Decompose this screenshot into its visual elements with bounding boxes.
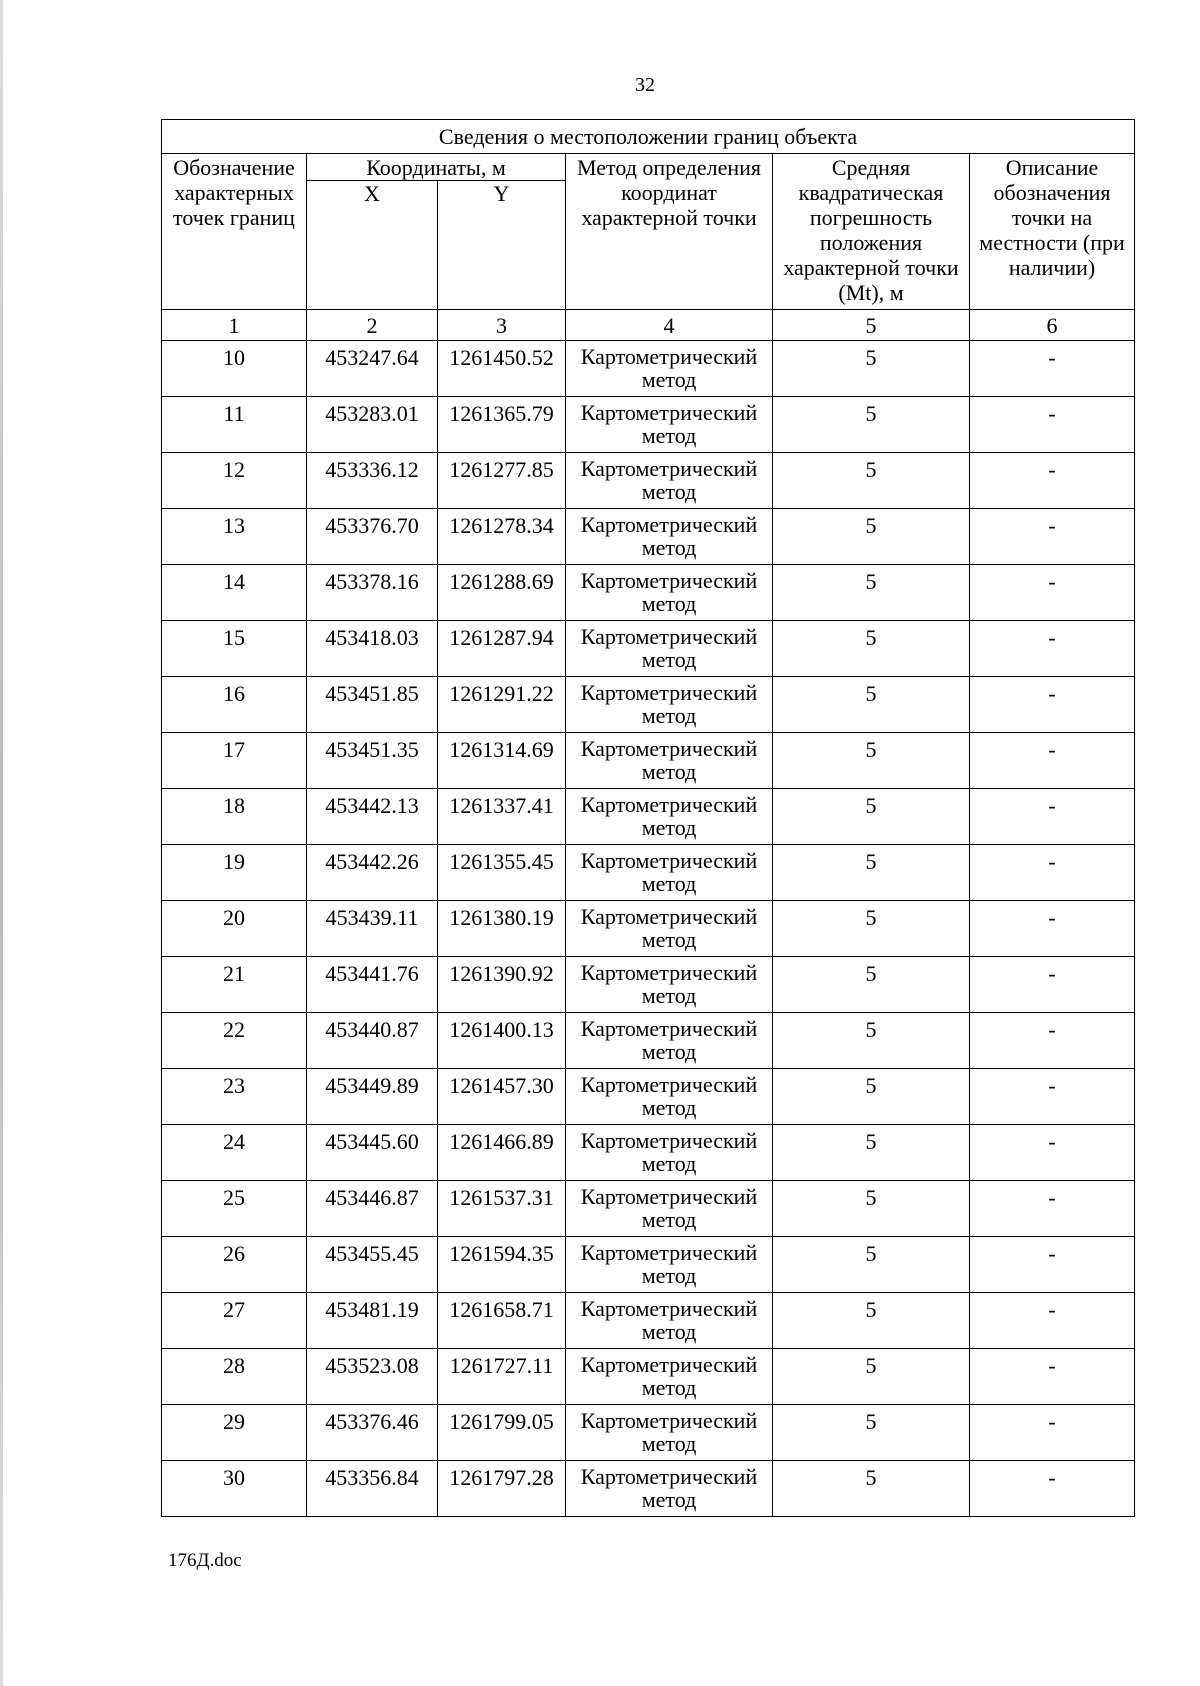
description-cell: - [970, 397, 1135, 453]
x-coordinate-cell: 453440.87 [307, 1013, 438, 1069]
y-coordinate-cell: 1261450.52 [438, 341, 566, 397]
x-coordinate-cell: 453481.19 [307, 1293, 438, 1349]
error-cell: 5 [773, 453, 970, 509]
table-row [162, 1181, 1135, 1237]
method-cell: Картометрический метод [566, 397, 773, 453]
table-row [162, 453, 1135, 509]
header-description: Описание обозначения точки на местности (при наличии) [970, 154, 1135, 310]
point-number-cell: 15 [162, 621, 307, 677]
method-cell: Картометрический метод [566, 453, 773, 509]
method-cell: Картометрический метод [566, 789, 773, 845]
y-coordinate-cell: 1261390.92 [438, 957, 566, 1013]
error-cell: 5 [773, 789, 970, 845]
x-coordinate-cell: 453247.64 [307, 341, 438, 397]
error-cell: 5 [773, 1125, 970, 1181]
table-body [162, 341, 1135, 1517]
column-number-row [162, 310, 1135, 341]
description-cell: - [970, 957, 1135, 1013]
point-number-cell: 19 [162, 845, 307, 901]
table-row [162, 1069, 1135, 1125]
boundary-table-container [161, 119, 1134, 1517]
y-coordinate-cell: 1261727.11 [438, 1349, 566, 1405]
error-cell: 5 [773, 1237, 970, 1293]
method-cell: Картометрический метод [566, 1069, 773, 1125]
x-coordinate-cell: 453336.12 [307, 453, 438, 509]
x-coordinate-cell: 453439.11 [307, 901, 438, 957]
error-cell: 5 [773, 733, 970, 789]
point-number-cell: 23 [162, 1069, 307, 1125]
description-cell: - [970, 565, 1135, 621]
scan-edge [0, 0, 3, 1686]
table-row [162, 957, 1135, 1013]
error-cell: 5 [773, 957, 970, 1013]
table-row [162, 677, 1135, 733]
y-coordinate-cell: 1261278.34 [438, 509, 566, 565]
x-coordinate-cell: 453418.03 [307, 621, 438, 677]
method-cell: Картометрический метод [566, 1181, 773, 1237]
point-number-cell: 20 [162, 901, 307, 957]
table-row [162, 1125, 1135, 1181]
point-number-cell: 29 [162, 1405, 307, 1461]
error-cell: 5 [773, 565, 970, 621]
description-cell: - [970, 845, 1135, 901]
y-coordinate-cell: 1261797.28 [438, 1461, 566, 1517]
x-coordinate-cell: 453451.85 [307, 677, 438, 733]
method-cell: Картометрический метод [566, 1349, 773, 1405]
y-coordinate-cell: 1261291.22 [438, 677, 566, 733]
error-cell: 5 [773, 1069, 970, 1125]
method-cell: Картометрический метод [566, 1461, 773, 1517]
method-cell: Картометрический метод [566, 341, 773, 397]
description-cell: - [970, 901, 1135, 957]
column-number: 2 [307, 310, 438, 341]
column-number: 4 [566, 310, 773, 341]
x-coordinate-cell: 453378.16 [307, 565, 438, 621]
header-coordinates: Координаты, м [307, 154, 566, 181]
y-coordinate-cell: 1261466.89 [438, 1125, 566, 1181]
y-coordinate-cell: 1261799.05 [438, 1405, 566, 1461]
table-row [162, 901, 1135, 957]
description-cell: - [970, 677, 1135, 733]
error-cell: 5 [773, 845, 970, 901]
error-cell: 5 [773, 901, 970, 957]
x-coordinate-cell: 453442.26 [307, 845, 438, 901]
point-number-cell: 10 [162, 341, 307, 397]
x-coordinate-cell: 453446.87 [307, 1181, 438, 1237]
point-number-cell: 21 [162, 957, 307, 1013]
table-row [162, 397, 1135, 453]
boundary-coordinates-table [161, 119, 1135, 1517]
y-coordinate-cell: 1261537.31 [438, 1181, 566, 1237]
x-coordinate-cell: 453523.08 [307, 1349, 438, 1405]
description-cell: - [970, 1405, 1135, 1461]
table-row [162, 1349, 1135, 1405]
point-number-cell: 30 [162, 1461, 307, 1517]
description-cell: - [970, 733, 1135, 789]
method-cell: Картометрический метод [566, 565, 773, 621]
point-number-cell: 18 [162, 789, 307, 845]
description-cell: - [970, 1237, 1135, 1293]
table-row [162, 1013, 1135, 1069]
point-number-cell: 13 [162, 509, 307, 565]
description-cell: - [970, 1013, 1135, 1069]
method-cell: Картометрический метод [566, 1237, 773, 1293]
point-number-cell: 24 [162, 1125, 307, 1181]
point-number-cell: 14 [162, 565, 307, 621]
table-row [162, 1405, 1135, 1461]
x-coordinate-cell: 453376.70 [307, 509, 438, 565]
error-cell: 5 [773, 677, 970, 733]
x-coordinate-cell: 453442.13 [307, 789, 438, 845]
point-number-cell: 27 [162, 1293, 307, 1349]
description-cell: - [970, 789, 1135, 845]
header-error: Средняя квадратическая погрешность положения характерной точки (Mt), м [773, 154, 970, 310]
y-coordinate-cell: 1261337.41 [438, 789, 566, 845]
error-cell: 5 [773, 341, 970, 397]
method-cell: Картометрический метод [566, 1405, 773, 1461]
table-row [162, 341, 1135, 397]
y-coordinate-cell: 1261365.79 [438, 397, 566, 453]
y-coordinate-cell: 1261594.35 [438, 1237, 566, 1293]
y-coordinate-cell: 1261658.71 [438, 1293, 566, 1349]
point-number-cell: 26 [162, 1237, 307, 1293]
error-cell: 5 [773, 1461, 970, 1517]
table-row [162, 1293, 1135, 1349]
method-cell: Картометрический метод [566, 733, 773, 789]
table-row [162, 845, 1135, 901]
y-coordinate-cell: 1261400.13 [438, 1013, 566, 1069]
point-number-cell: 16 [162, 677, 307, 733]
x-coordinate-cell: 453455.45 [307, 1237, 438, 1293]
y-coordinate-cell: 1261288.69 [438, 565, 566, 621]
header-y: Y [438, 181, 566, 310]
error-cell: 5 [773, 1293, 970, 1349]
table-row [162, 1237, 1135, 1293]
point-number-cell: 12 [162, 453, 307, 509]
x-coordinate-cell: 453445.60 [307, 1125, 438, 1181]
y-coordinate-cell: 1261314.69 [438, 733, 566, 789]
error-cell: 5 [773, 397, 970, 453]
file-name-footer: 176Д.doc [168, 1550, 242, 1571]
point-number-cell: 28 [162, 1349, 307, 1405]
error-cell: 5 [773, 1405, 970, 1461]
method-cell: Картометрический метод [566, 1125, 773, 1181]
column-number: 1 [162, 310, 307, 341]
y-coordinate-cell: 1261277.85 [438, 453, 566, 509]
description-cell: - [970, 1069, 1135, 1125]
table-row [162, 733, 1135, 789]
point-number-cell: 11 [162, 397, 307, 453]
description-cell: - [970, 1125, 1135, 1181]
point-number-cell: 17 [162, 733, 307, 789]
table-row [162, 509, 1135, 565]
y-coordinate-cell: 1261355.45 [438, 845, 566, 901]
y-coordinate-cell: 1261457.30 [438, 1069, 566, 1125]
method-cell: Картометрический метод [566, 1293, 773, 1349]
y-coordinate-cell: 1261287.94 [438, 621, 566, 677]
x-coordinate-cell: 453356.84 [307, 1461, 438, 1517]
method-cell: Картометрический метод [566, 677, 773, 733]
x-coordinate-cell: 453376.46 [307, 1405, 438, 1461]
point-number-cell: 22 [162, 1013, 307, 1069]
y-coordinate-cell: 1261380.19 [438, 901, 566, 957]
column-number: 6 [970, 310, 1135, 341]
error-cell: 5 [773, 1013, 970, 1069]
description-cell: - [970, 1181, 1135, 1237]
table-row [162, 789, 1135, 845]
x-coordinate-cell: 453441.76 [307, 957, 438, 1013]
error-cell: 5 [773, 509, 970, 565]
x-coordinate-cell: 453283.01 [307, 397, 438, 453]
table-row [162, 565, 1135, 621]
header-method: Метод определения координат характерной точки [566, 154, 773, 310]
header-designation: Обозначение характерных точек границ [162, 154, 307, 310]
point-number-cell: 25 [162, 1181, 307, 1237]
method-cell: Картометрический метод [566, 1013, 773, 1069]
method-cell: Картометрический метод [566, 957, 773, 1013]
method-cell: Картометрический метод [566, 845, 773, 901]
description-cell: - [970, 1349, 1135, 1405]
description-cell: - [970, 453, 1135, 509]
method-cell: Картометрический метод [566, 509, 773, 565]
table-title: Сведения о местоположении границ объекта [162, 120, 1135, 154]
x-coordinate-cell: 453449.89 [307, 1069, 438, 1125]
column-number: 5 [773, 310, 970, 341]
error-cell: 5 [773, 1349, 970, 1405]
method-cell: Картометрический метод [566, 901, 773, 957]
error-cell: 5 [773, 1181, 970, 1237]
description-cell: - [970, 1293, 1135, 1349]
x-coordinate-cell: 453451.35 [307, 733, 438, 789]
column-number: 3 [438, 310, 566, 341]
header-x: X [307, 181, 438, 310]
description-cell: - [970, 341, 1135, 397]
error-cell: 5 [773, 621, 970, 677]
table-row [162, 1461, 1135, 1517]
description-cell: - [970, 509, 1135, 565]
table-row [162, 621, 1135, 677]
description-cell: - [970, 621, 1135, 677]
description-cell: - [970, 1461, 1135, 1517]
method-cell: Картометрический метод [566, 621, 773, 677]
page-number: 32 [635, 74, 655, 96]
